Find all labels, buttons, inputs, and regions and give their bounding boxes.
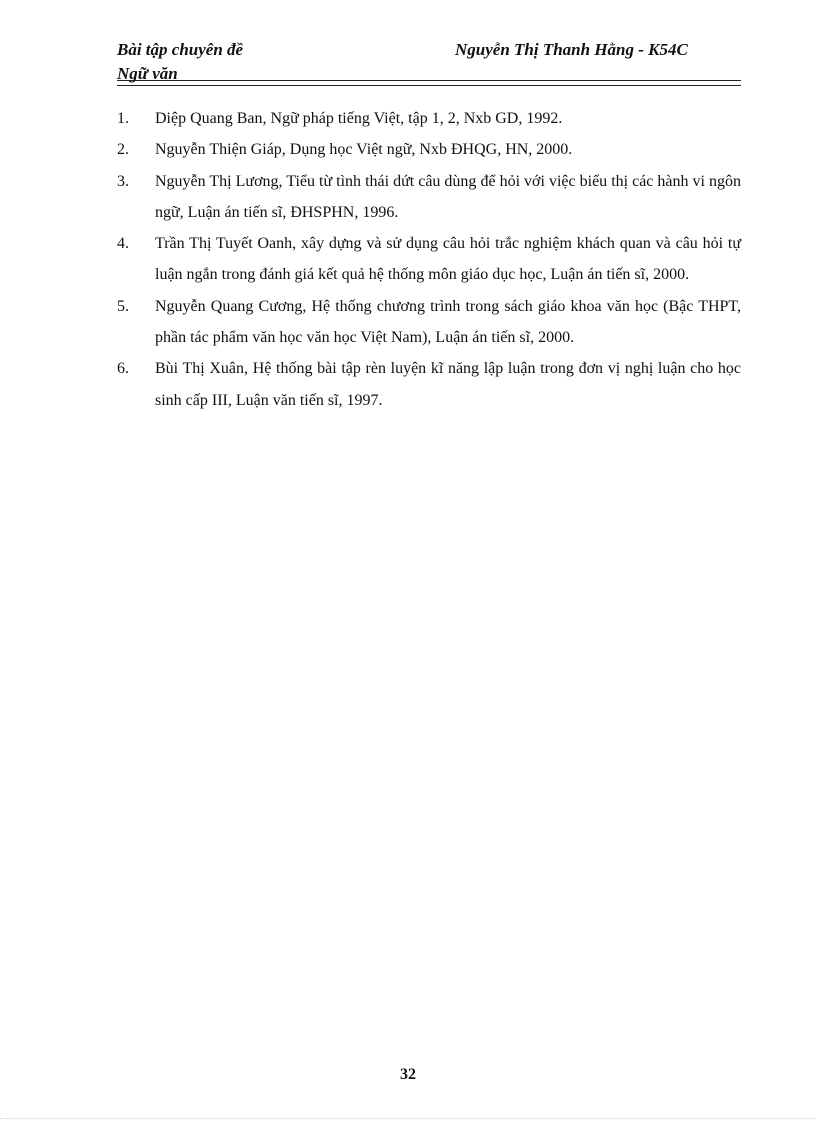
reference-item <box>117 228 741 291</box>
reference-item <box>117 166 741 229</box>
reference-list <box>117 103 741 416</box>
page-number: 32 <box>400 1066 416 1083</box>
reference-item <box>117 103 741 134</box>
reference-number: 1. <box>117 110 129 127</box>
reference-text: Nguyễn Thị Lương, Tiểu từ tình thái dứt câu dùng để hỏi với việc biểu thị các hành vi ngôn ngữ, Luận án tiến sĩ, ĐHSPHN, 1996. <box>155 172 741 221</box>
header-author: Nguyễn Thị Thanh Hằng - K54C <box>455 40 688 59</box>
reference-text: Nguyễn Thiện Giáp, Dụng học Việt ngữ, Nxb ĐHQG, HN, 2000. <box>155 141 573 159</box>
reference-number: 6. <box>117 360 129 378</box>
header-subject-line1: Bài tập chuyên đề <box>117 40 244 59</box>
reference-item <box>117 353 741 416</box>
reference-number: 2. <box>117 141 129 159</box>
header-left <box>117 38 243 86</box>
reference-item <box>117 291 741 354</box>
header-subject-line2: Ngữ văn <box>117 64 178 83</box>
reference-number: 3. <box>117 172 129 190</box>
reference-item <box>117 134 741 165</box>
reference-text: Bùi Thị Xuân, Hệ thống bài tập rèn luyện kĩ năng lập luận trong đơn vị nghị luận cho học sinh cấp III, Luận văn tiến sĩ, 1997. <box>155 360 741 409</box>
reference-number: 5. <box>117 297 129 315</box>
reference-text: Diệp Quang Ban, Ngữ pháp tiếng Việt, tập 1, 2, Nxb GD, 1992. <box>155 110 563 127</box>
page-bottom-edge <box>0 1118 816 1119</box>
header-divider <box>117 80 741 86</box>
reference-number: 4. <box>117 235 129 253</box>
reference-text: Nguyễn Quang Cương, Hệ thống chương trình trong sách giáo khoa văn học (Bậc THPT, phần tác phẩm văn học văn học Việt Nam), Luận án tiến sĩ, 2000. <box>155 297 741 347</box>
reference-text: Trần Thị Tuyết Oanh, xây dựng và sử dụng câu hỏi trắc nghiệm khách quan và câu hỏi tự luận ngắn trong đánh giá kết quả hệ thống môn giáo dục học, Luận án tiến sĩ, 2000. <box>155 235 741 284</box>
page-header <box>117 38 741 84</box>
